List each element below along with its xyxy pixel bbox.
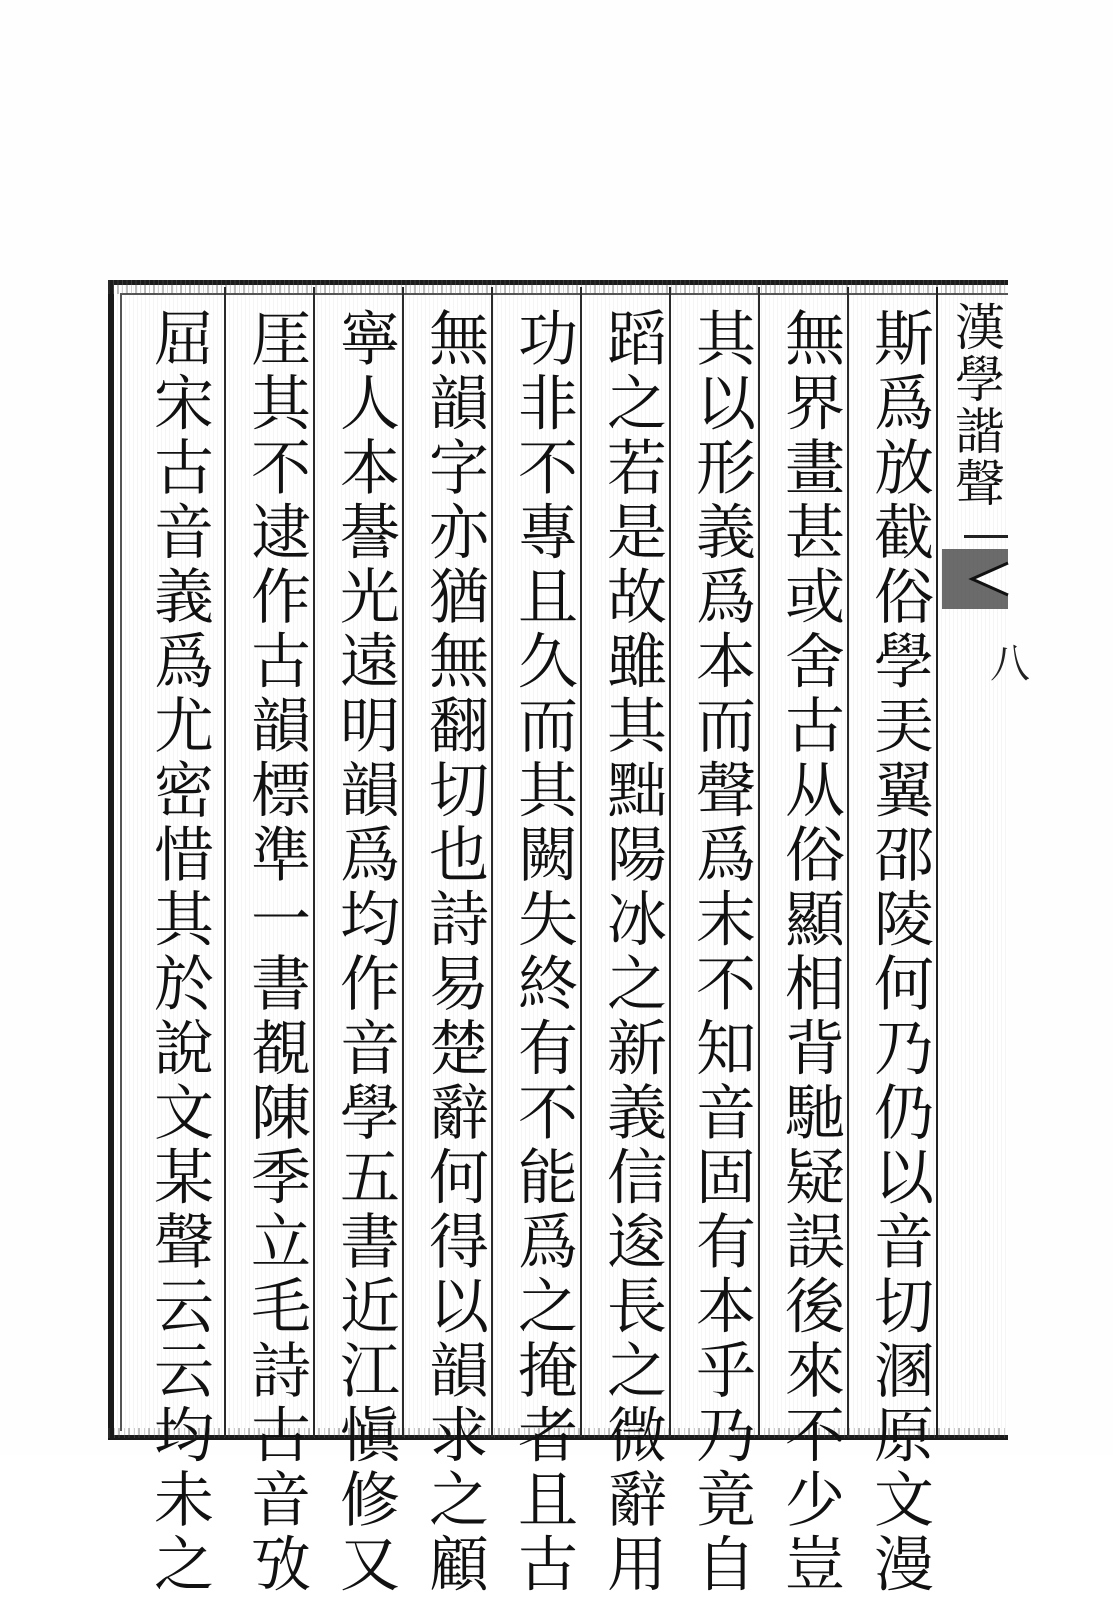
text-column — [326, 307, 404, 1597]
text-column — [504, 307, 582, 1597]
frame-top-texture — [108, 280, 1008, 294]
column-text: 寧人本諅光遠明韻爲均作音學五書近江愼修又 — [330, 307, 400, 1597]
column-rule — [224, 287, 226, 1437]
column-text: 無界畫甚或舍古从俗顯相背馳疑誤後來不少豈 — [775, 307, 845, 1597]
text-column — [140, 307, 218, 1597]
column-text: 屈宋古音義爲尤密惜其於說文某聲云云均未之 — [144, 307, 214, 1597]
column-text: 厓其不逮作古韻標準一書覩陳季立毛詩古音攷 — [241, 307, 311, 1597]
column-text: 斯爲放截俗學㺯翼邵陵何乃仍以音切溷原文漫 — [864, 307, 934, 1597]
column-text: 功非不專且久而其闕失終有不能爲之掩者且古 — [508, 307, 578, 1597]
text-column — [771, 307, 849, 1597]
text-column — [860, 307, 938, 1597]
text-column — [415, 307, 493, 1597]
margin-rule — [964, 535, 1008, 538]
text-column — [237, 307, 315, 1597]
page-margin-strip — [936, 287, 1030, 1435]
column-text: 無韻字亦猶無翻切也詩易楚辭何得以韻求之顧 — [419, 307, 489, 1597]
fishtail-mark-icon — [942, 549, 1008, 609]
page-number: 八 — [990, 641, 1030, 687]
text-column — [593, 307, 671, 1597]
column-text: 蹈之若是故雖其黜陽冰之新義信逡長之微辭用 — [597, 307, 667, 1597]
column-text: 其以形義爲本而聲爲末不知音固有本乎乃竟自 — [686, 307, 756, 1597]
text-column — [682, 307, 760, 1597]
book-title: 漢學諧聲 — [947, 301, 1005, 509]
